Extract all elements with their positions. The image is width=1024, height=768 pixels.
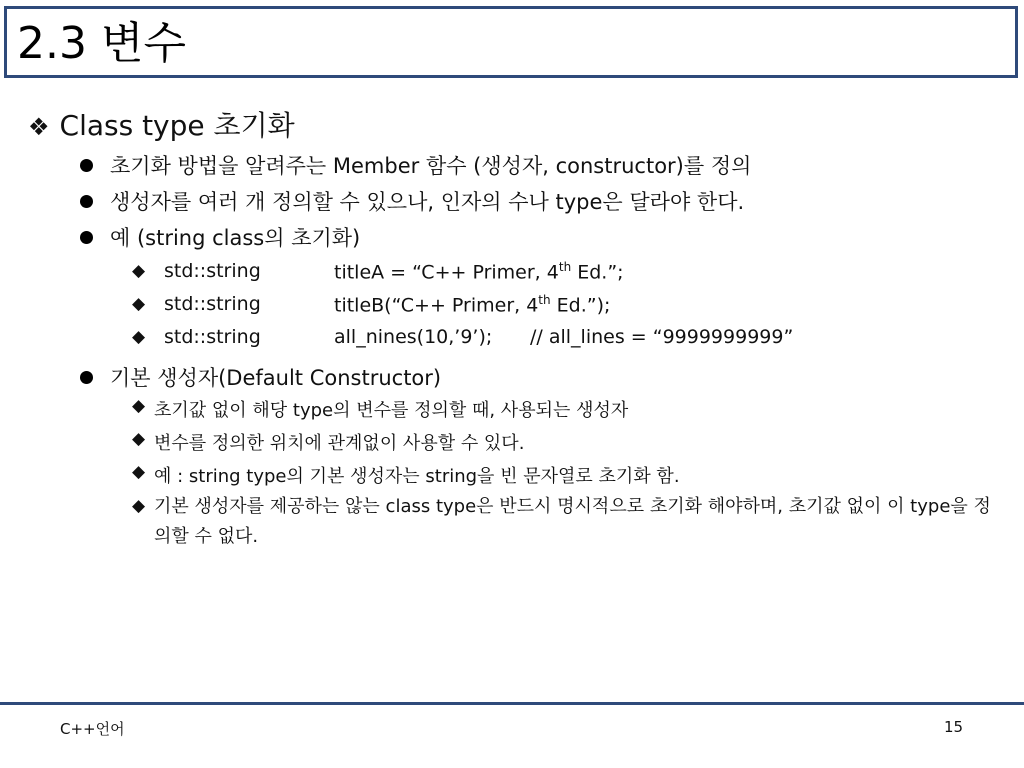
diamond-bullet-icon: ◆ — [132, 261, 146, 281]
bullet-item: 초기화 방법을 알려주는 Member 함수 (생성자, constructor)를 정의 — [110, 150, 751, 180]
code-example: ◆ std::string titleB(“C++ Primer, 4th Ed.”); — [132, 293, 611, 317]
heading-row — [28, 104, 295, 144]
sub-item: ◆ 초기값 없이 해당 type의 변수를 정의할 때, 사용되는 생성자 — [132, 396, 629, 421]
bullet-dot-icon — [80, 195, 93, 208]
footer-rule — [0, 702, 1024, 705]
bullet-dot-icon — [80, 231, 93, 244]
bullet-item: 기본 생성자(Default Constructor) — [110, 362, 441, 392]
sub-item: ◆ 예 : string type의 기본 생성자는 string을 빈 문자열로 초기화 함. — [132, 462, 680, 487]
diamond-bullet-icon: ◆ — [132, 294, 146, 314]
footer-course-name: C++언어 — [60, 720, 125, 738]
sub-item: ◆ 기본 생성자를 제공하는 않는 class type은 반드시 명시적으로 초기화 해야하며, 초기값 없이 이 type을 정의할 수 없다. — [132, 496, 991, 547]
diamond-bullet-icon: ◆ — [132, 496, 146, 516]
bullet-dot-icon — [80, 159, 93, 172]
code-example: ◆ std::string all_nines(10,’9’); // all_lines = “9999999999” — [132, 326, 794, 348]
diamond-bullet-icon: ◆ — [132, 429, 146, 449]
sub-item: ◆ 변수를 정의한 위치에 관계없이 사용할 수 있다. — [132, 429, 525, 454]
bullet-item: 예 (string class의 초기화) — [110, 222, 360, 252]
heading-text: Class type 초기화 — [59, 109, 295, 142]
slide-title: 2.3 변수 — [17, 18, 186, 69]
diamond-bullet-icon: ◆ — [132, 327, 146, 347]
diamond-bullet-icon: ◆ — [132, 462, 146, 482]
bullet-item: 생성자를 여러 개 정의할 수 있으나, 인자의 수나 type은 달라야 한다. — [110, 186, 744, 216]
four-diamond-icon: ❖ — [28, 113, 50, 141]
page-number: 15 — [944, 718, 964, 736]
bullet-dot-icon — [80, 371, 93, 384]
code-example: ◆ std::string titleA = “C++ Primer, 4th Ed.”; — [132, 260, 624, 284]
diamond-bullet-icon: ◆ — [132, 396, 146, 416]
